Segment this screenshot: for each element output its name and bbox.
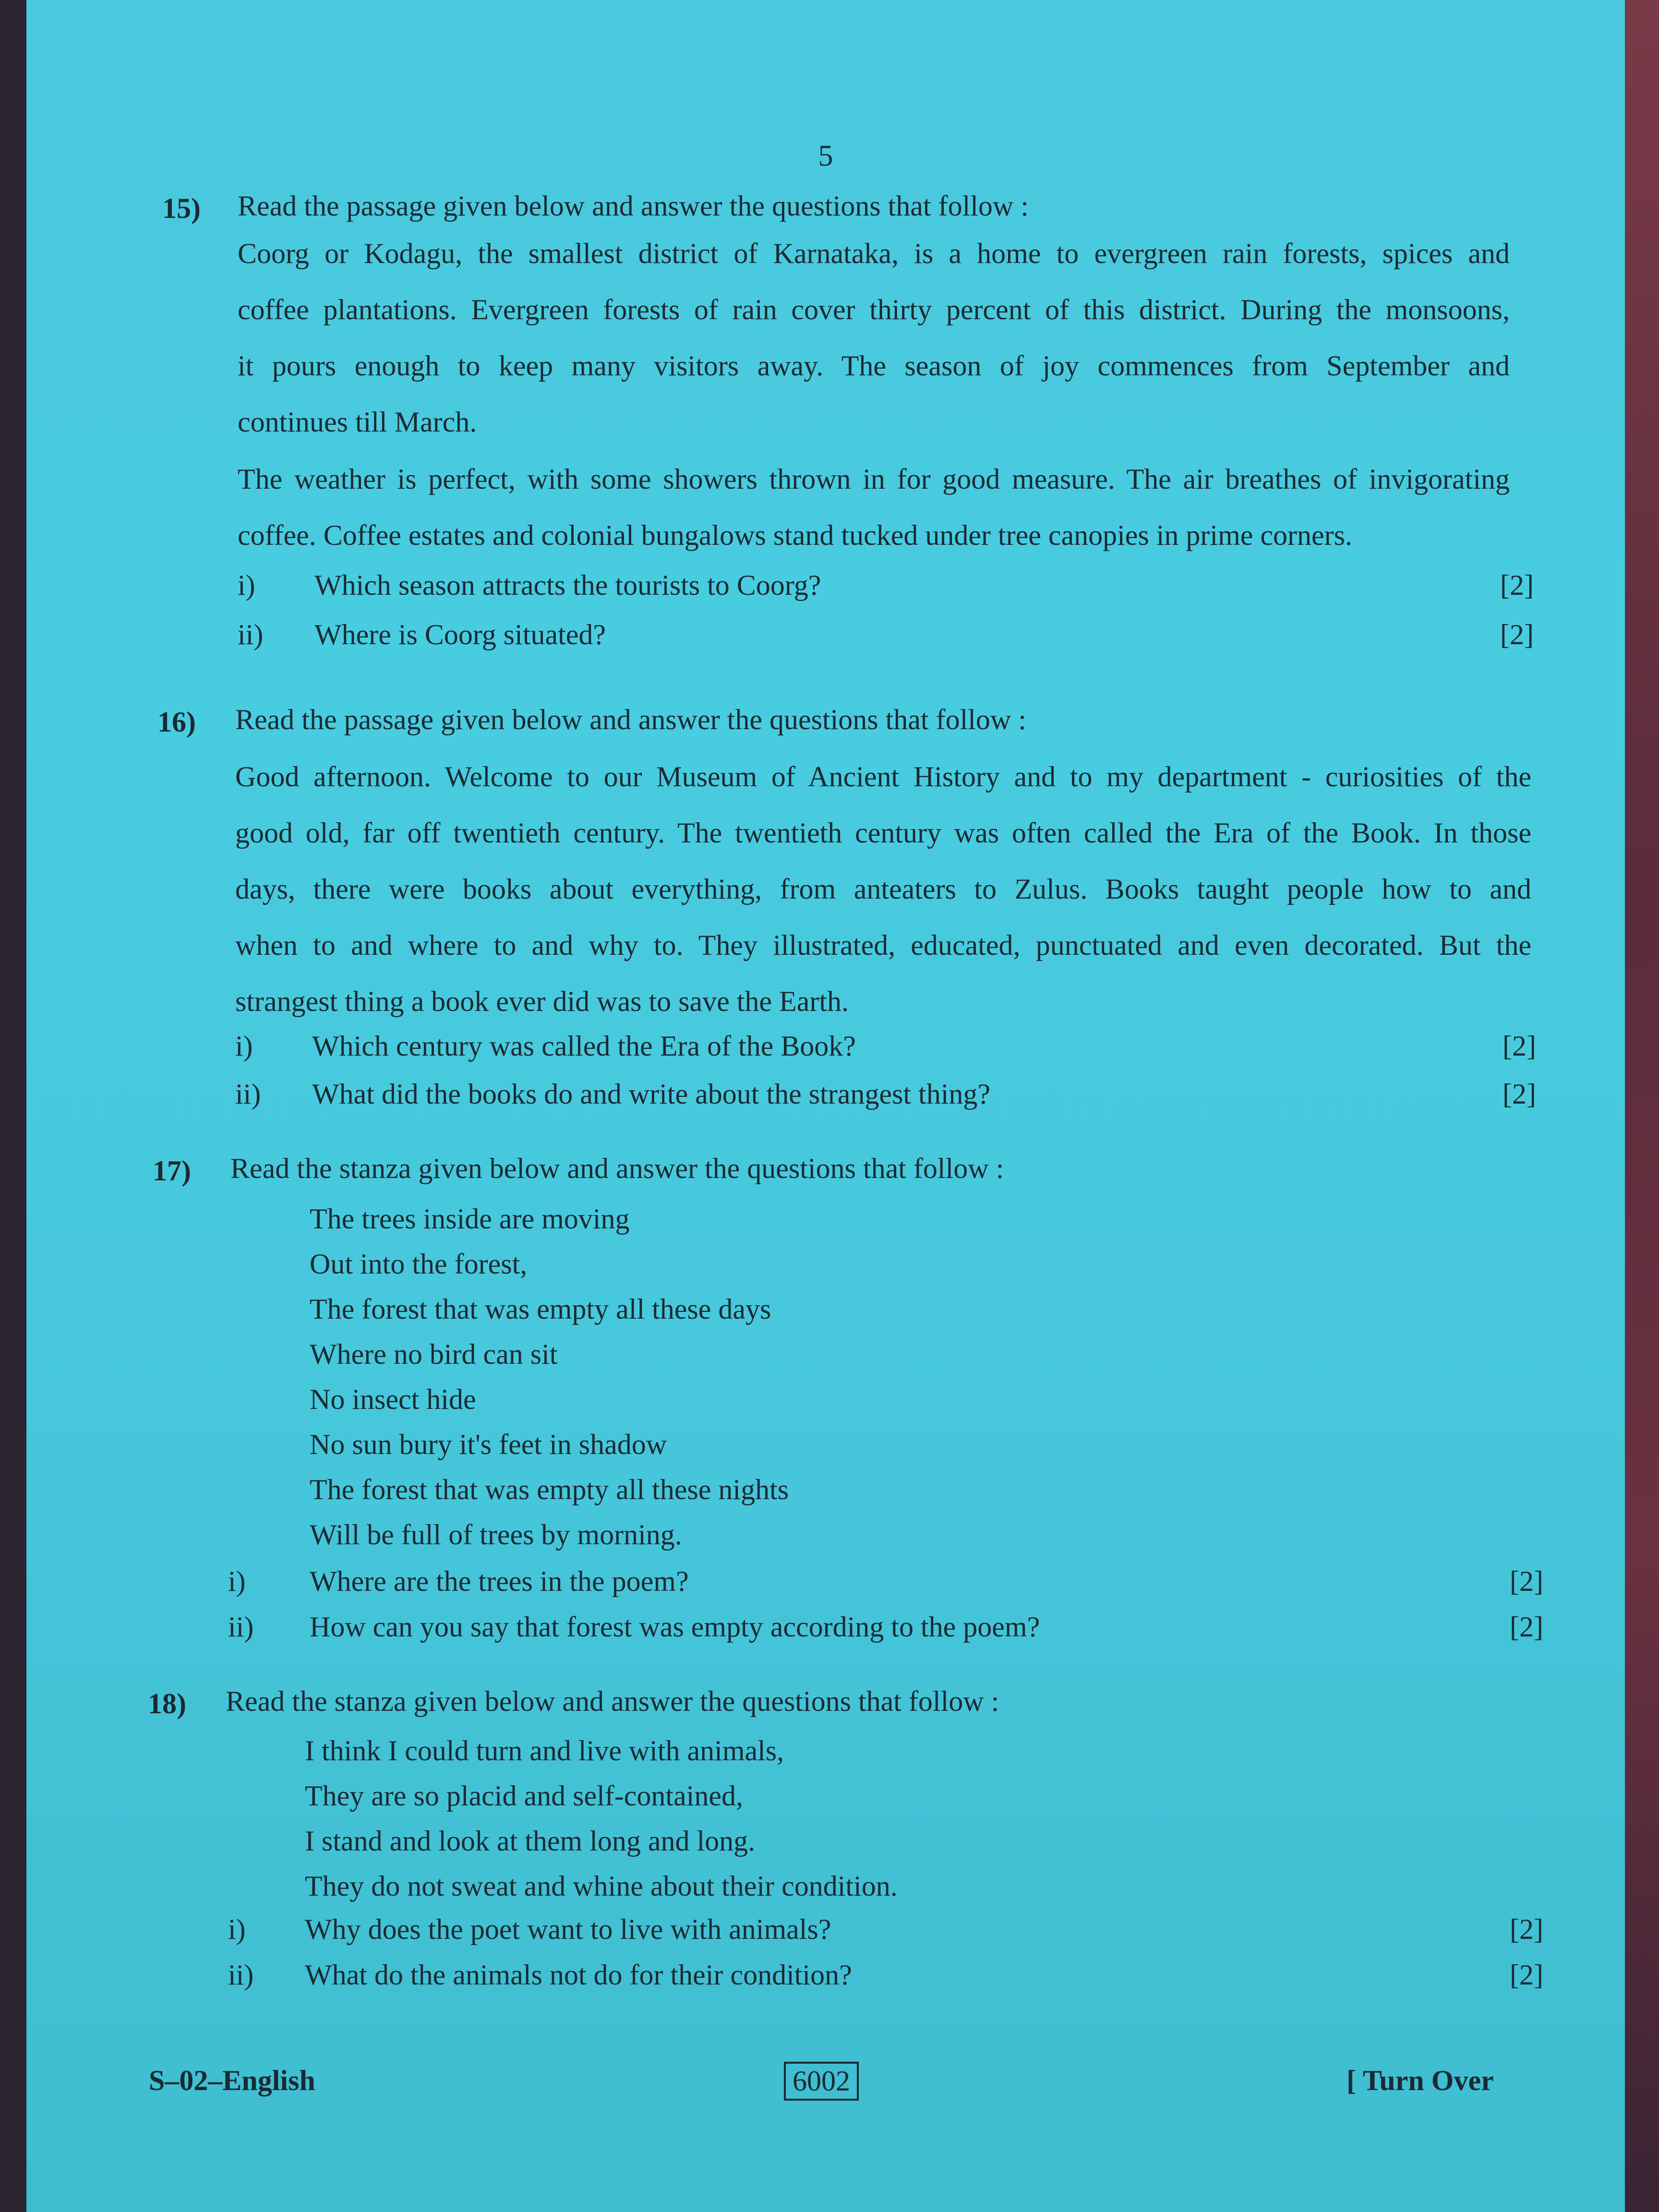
- question-number: 17): [153, 1155, 191, 1187]
- sub-question-number: i): [228, 1913, 246, 1945]
- passage-line: days, there were books about everything, from anteaters to Zulus. Books taught people how to and: [235, 873, 1531, 905]
- sub-question-text: Where is Coorg situated?: [314, 619, 606, 650]
- paper-code: S–02–English: [149, 2065, 315, 2096]
- sub-question-number: ii): [235, 1078, 261, 1110]
- passage-line: Coorg or Kodagu, the smallest district of Karnataka, is a home to evergreen rain forests, spices and: [238, 238, 1510, 269]
- page-number: 5: [818, 140, 833, 172]
- sub-question-number: i): [228, 1565, 246, 1597]
- question-number: 16): [157, 706, 196, 738]
- passage-paragraph: [238, 226, 1510, 450]
- stanza-line: I stand and look at them long and long.: [305, 1825, 756, 1857]
- passage-line: The weather is perfect, with some showers thrown in for good measure. The air breathes of invigorating: [238, 463, 1510, 495]
- sub-question-text: What do the animals not do for their condition?: [305, 1959, 852, 1991]
- sub-question-number: i): [235, 1030, 253, 1062]
- poem-stanza: [310, 1196, 789, 1557]
- question-prompt: Read the passage given below and answer the questions that follow :: [238, 190, 1029, 222]
- question-number: 18): [148, 1688, 186, 1719]
- passage-line: continues till March.: [238, 406, 477, 438]
- stanza-line: No insect hide: [310, 1383, 476, 1415]
- marks-label: [2]: [1510, 1611, 1543, 1643]
- passage-paragraph: [235, 749, 1531, 1030]
- sub-question-text: Why does the poet want to live with animals?: [305, 1913, 831, 1945]
- sub-question-text: What did the books do and write about the strangest thing?: [312, 1078, 991, 1110]
- sub-question-number: ii): [238, 619, 264, 650]
- background-left-edge: [0, 0, 29, 2212]
- stanza-line: Will be full of trees by morning.: [310, 1519, 682, 1551]
- question-number: 15): [162, 192, 201, 224]
- stanza-line: I think I could turn and live with animals,: [305, 1735, 784, 1767]
- poem-stanza: [305, 1728, 898, 1909]
- stanza-line: The trees inside are moving: [310, 1203, 630, 1235]
- stanza-line: Where no bird can sit: [310, 1338, 558, 1370]
- passage-line: good old, far off twentieth century. The twentieth century was often called the Era of the Book. In those: [235, 817, 1531, 849]
- sub-question-number: ii): [228, 1959, 254, 1991]
- paper-number-box: 6002: [784, 2062, 859, 2101]
- marks-label: [2]: [1503, 1030, 1536, 1062]
- passage-line: Good afternoon. Welcome to our Museum of Ancient History and to my department - curiosities of the: [235, 761, 1531, 793]
- exam-page: [26, 0, 1625, 2212]
- stanza-line: The forest that was empty all these nights: [310, 1474, 789, 1505]
- stanza-line: They are so placid and self-contained,: [305, 1780, 743, 1812]
- marks-label: [2]: [1510, 1565, 1543, 1597]
- question-prompt: Read the passage given below and answer the questions that follow :: [235, 704, 1026, 735]
- question-prompt: Read the stanza given below and answer the questions that follow :: [230, 1153, 1004, 1184]
- stanza-line: The forest that was empty all these days: [310, 1293, 771, 1325]
- sub-question-number: ii): [228, 1611, 254, 1643]
- marks-label: [2]: [1500, 569, 1534, 601]
- marks-label: [2]: [1500, 619, 1534, 650]
- marks-label: [2]: [1510, 1913, 1543, 1945]
- passage-line: it pours enough to keep many visitors away. The season of joy commences from September and: [238, 350, 1510, 382]
- stanza-line: No sun bury it's feet in shadow: [310, 1429, 667, 1460]
- passage-line: strangest thing a book ever did was to save the Earth.: [235, 986, 849, 1017]
- marks-label: [2]: [1510, 1959, 1543, 1991]
- turn-over-label: [ Turn Over: [1346, 2065, 1494, 2096]
- passage-line: coffee plantations. Evergreen forests of rain cover thirty percent of this district. During the monsoons,: [238, 294, 1510, 325]
- passage-paragraph: [238, 451, 1510, 564]
- sub-question-text: Which century was called the Era of the Book?: [312, 1030, 856, 1062]
- sub-question-number: i): [238, 569, 255, 601]
- passage-line: coffee. Coffee estates and colonial bungalows stand tucked under tree canopies in prime corners.: [238, 519, 1352, 551]
- passage-line: when to and where to and why to. They illustrated, educated, punctuated and even decorated. But the: [235, 929, 1531, 961]
- sub-question-text: How can you say that forest was empty according to the poem?: [310, 1611, 1040, 1643]
- marks-label: [2]: [1503, 1078, 1536, 1110]
- question-prompt: Read the stanza given below and answer the questions that follow :: [226, 1685, 999, 1717]
- stanza-line: Out into the forest,: [310, 1248, 528, 1280]
- sub-question-text: Which season attracts the tourists to Coorg?: [314, 569, 821, 601]
- stanza-line: They do not sweat and whine about their condition.: [305, 1870, 898, 1902]
- sub-question-text: Where are the trees in the poem?: [310, 1565, 689, 1597]
